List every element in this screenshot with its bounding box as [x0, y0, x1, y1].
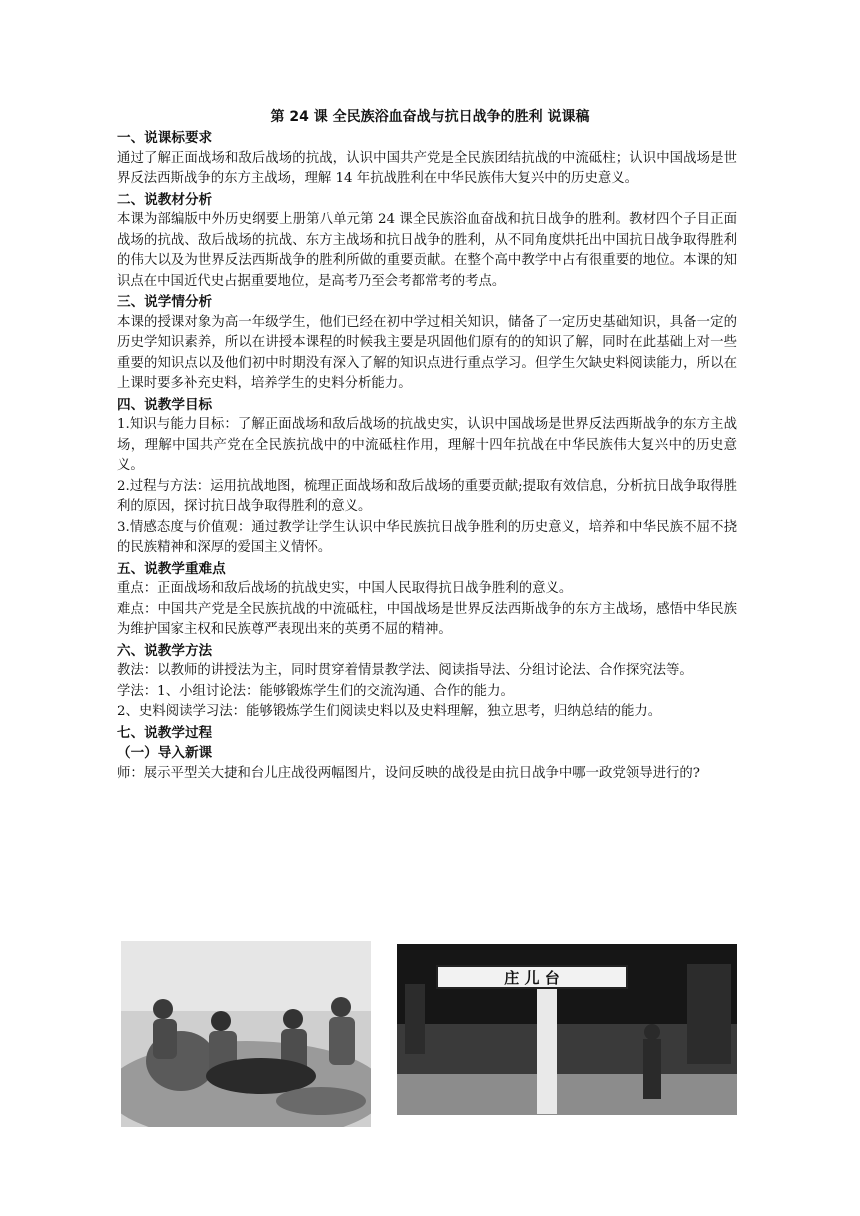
paragraph: 难点：中国共产党是全民族抗战的中流砥柱，中国战场是世界反法西斯战争的东方主战场，感悟中华民族为维护国家主权和民族尊严表现出来的英勇不屈的精神。 [117, 601, 737, 637]
section-7 [117, 723, 737, 744]
paragraph: 重点：正面战场和敌后战场的抗战史实，中国人民取得抗日战争胜利的意义。 [117, 581, 573, 596]
section-heading: 五、说教学重难点 [117, 560, 226, 577]
document-title: 第 24 课 全民族浴血奋战与抗日战争的胜利 说课稿 [270, 109, 590, 125]
paragraph: 3.情感态度与价值观：通过教学让学生认识中华民族抗日战争胜利的历史意义，培养和中华民族不屈不挠的民族精神和深厚的爱国主义情怀。 [117, 519, 737, 555]
section-heading: 一、说课标要求 [117, 130, 213, 146]
photo-sign-text: 庄 儿 台 [504, 969, 560, 987]
section-heading: 四、说教学目标 [117, 396, 213, 413]
photo-row [121, 941, 736, 1127]
paragraph: 本课为部编版中外历史纲要上册第八单元第 24 课全民族浴血奋战和抗日战争的胜利。教材四个子目正面战场的抗战、敌后战场的抗战、东方主战场和抗日战争的胜利，从不同角度烘托出中国抗日战争取得胜利的伟大以及为世界反法西斯战争的胜利所做的重要贡献。在整个高中教学中占有很重要的地位。本课的知识点在中国近代史占据重要地位，是高考乃至会考都常考的考点。 [117, 212, 737, 289]
section-5 [117, 559, 737, 641]
section-7-1 [117, 743, 737, 784]
paragraph: 2.过程与方法：运用抗战地图，梳理正面战场和敌后战场的重要贡献;提取有效信息，分析抗日战争取得胜利的原因，探讨抗日战争取得胜利的意义。 [117, 478, 737, 514]
paragraph: 2、史料阅读学习法：能够锻炼学生们阅读史料以及史料理解，独立思考，归纳总结的能力。 [117, 704, 662, 719]
section-3 [117, 292, 737, 395]
document-body [117, 128, 737, 784]
section-6 [117, 641, 737, 723]
pingxingguan-battle-photo [121, 941, 371, 1127]
paragraph: 1.知识与能力目标：了解正面战场和敌后战场的抗战史实，认识中国战场是世界反法西斯战争的东方主战场，理解中国共产党在全民族抗战中的中流砥柱作用，理解十四年抗战在中华民族伟大复兴中的历史意义。 [117, 417, 737, 473]
section-1 [117, 128, 737, 190]
paragraph: 通过了解正面战场和敌后战场的抗战，认识中国共产党是全民族团结抗战的中流砥柱；认识中国战场是世界反法西斯战争的东方主战场，理解 14 年抗战胜利在中华民族伟大复兴中的历史意义。 [117, 150, 737, 186]
section-4 [117, 395, 737, 559]
paragraph: 教法：以教师的讲授法为主，同时贯穿着情景教学法、阅读指导法、分组讨论法、合作探究法等。 [117, 663, 693, 678]
soldiers-photo-image [121, 941, 371, 1127]
section-heading: 二、说教材分析 [117, 191, 213, 208]
section-2 [117, 190, 737, 293]
section-heading: 七、说教学过程 [117, 724, 213, 741]
paragraph: 学法：1、小组讨论法：能够锻炼学生们的交流沟通、合作的能力。 [117, 683, 514, 699]
paragraph: 师：展示平型关大捷和台儿庄战役两幅图片，设问反映的战役是由抗日战争中哪一政党领导进行的? [117, 765, 700, 781]
taierzhuang-photo [397, 944, 737, 1115]
section-heading: 三、说学情分析 [117, 294, 213, 310]
paragraph: 本课的授课对象为高一年级学生，他们已经在初中学过相关知识，储备了一定历史基础知识，具备一定的历史学知识素养，所以在讲授本课程的时候我主要是巩固他们原有的的知识了解，同时在此基础上对一些重要的知识点以及他们初中时期没有深入了解的知识点进行重点学习。但学生欠缺史料阅读能力，所以在上课时要多补充史料，培养学生的史料分析能力。 [117, 314, 737, 391]
section-heading: 六、说教学方法 [117, 642, 213, 659]
gate-sign-photo-image [397, 944, 737, 1115]
section-heading: （一）导入新课 [117, 745, 213, 761]
